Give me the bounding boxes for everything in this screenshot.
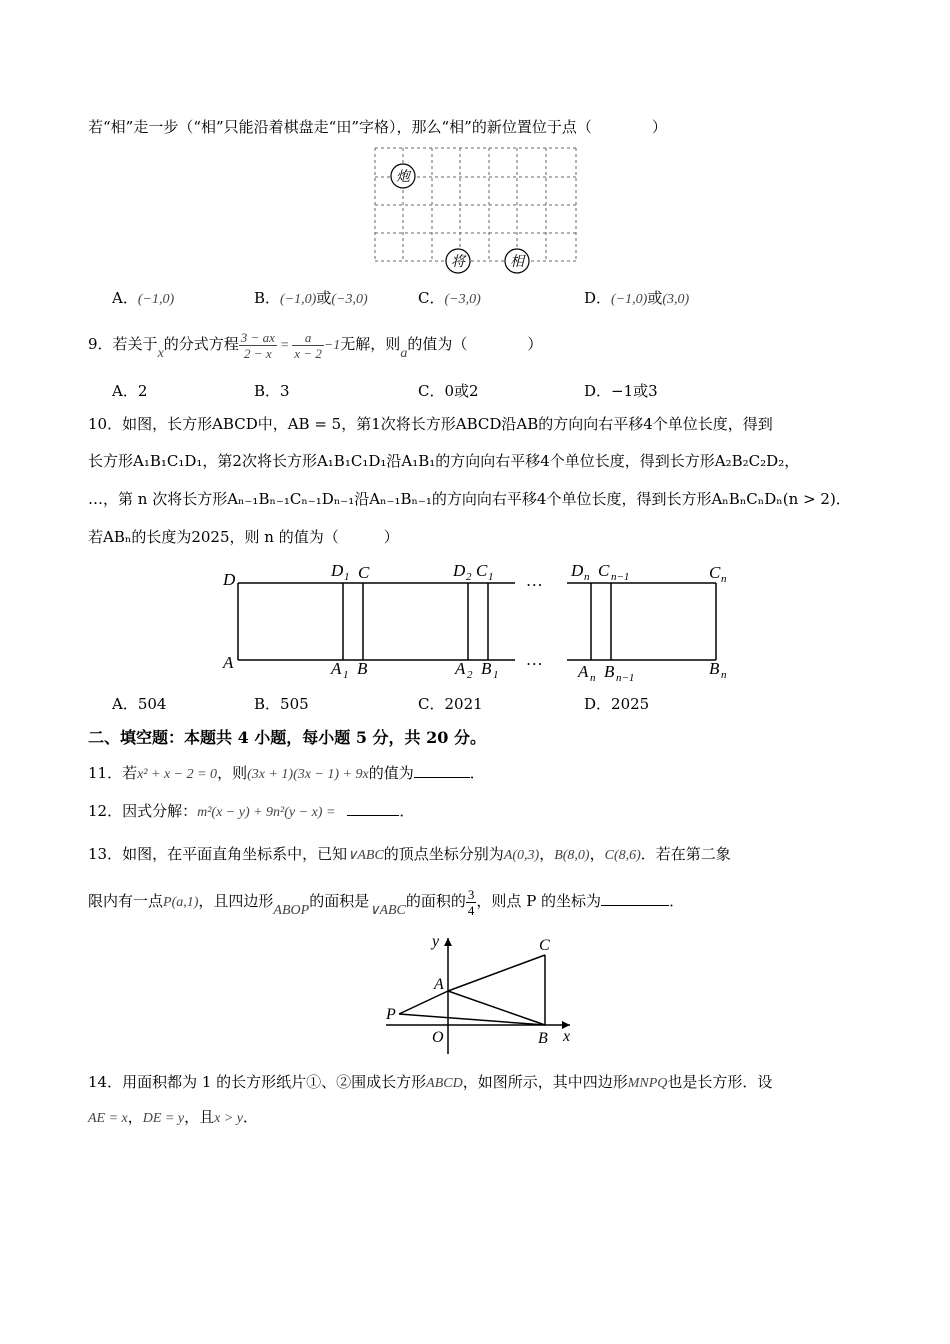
fig10-label-a1: A	[331, 659, 342, 678]
q10-line-1: 10．如图，长方形ABCD中，AB = 5，第1次将长方形ABCD沿AB的方向向右平移4个单位长度，得到	[88, 415, 773, 433]
q13-p2: 的顶点坐标分别为	[383, 845, 504, 863]
fig10-label-bn1: B	[604, 662, 615, 681]
fig13-label-c: C	[539, 937, 550, 954]
q11-m1: x² + x − 2 = 0	[137, 767, 218, 782]
q9-option-d-text: −1或3	[611, 382, 658, 400]
q11-p3: 的值为	[368, 764, 414, 782]
fig10-label-d1: D	[331, 561, 344, 580]
q12-p2: ．	[399, 802, 415, 820]
fig10-label-d2: D	[453, 561, 466, 580]
jiang-label: 将	[451, 255, 465, 270]
q8-chessboard	[360, 140, 590, 275]
q10-option-d-letter: D．	[584, 695, 612, 713]
q9-option-a-letter: A．	[112, 382, 138, 400]
q10-option-b-letter: B．	[254, 695, 281, 713]
section-2-title: 二、填空题：本题共 4 小题，每小题 5 分，共 20 分。	[88, 728, 486, 747]
q13-coordinate-figure	[378, 930, 578, 1060]
q9-fraction-1	[239, 330, 277, 361]
q11-m2: (3x + 1)(3x − 1) + 9x	[247, 767, 369, 782]
fig10-label-a: A	[223, 653, 234, 672]
q9-p2: 的分式方程	[163, 335, 239, 353]
q8-option-a-letter: A．	[112, 289, 138, 307]
segment-ab	[448, 991, 545, 1025]
q10-line-4: 若ABₙ的长度为2025，则 n 的值为（ ）	[88, 528, 399, 546]
q13-p6: 的面积是	[309, 892, 370, 910]
q9-var-x: x	[157, 346, 164, 361]
q8-option-b-text2: (−3,0)	[331, 292, 368, 307]
q14-p2: ，如图所示，其中四边形	[462, 1073, 628, 1091]
q8-option-b[interactable]	[254, 288, 368, 310]
fig10-sub-c1: 1	[488, 571, 494, 583]
fig10-dots-top: …	[527, 571, 543, 590]
q10-option-a-letter: A．	[112, 695, 138, 713]
q9-num: 9．	[88, 335, 113, 353]
q8-stem: 若“相”走一步（“相”只能沿着棋盘走“田”字格），那么“相”的新位置位于点（ ）	[88, 118, 667, 136]
q9-eq: =	[279, 338, 290, 353]
fig10-sub-cn1: n−1	[611, 571, 630, 583]
q9-minus1: −1	[323, 338, 341, 353]
pao-piece	[391, 164, 415, 188]
q11-answer-blank[interactable]	[414, 763, 470, 778]
q9-option-a-text: 2	[137, 382, 148, 400]
q14-p3: 也是长方形．设	[667, 1073, 773, 1091]
q13-m7: ∨ABC	[369, 903, 406, 918]
q9-stem	[88, 322, 542, 376]
q13-m1: ∨ABC	[347, 848, 384, 863]
q14-sep: ，	[127, 1108, 143, 1126]
q10-option-a[interactable]	[112, 694, 166, 714]
fig10-label-d: D	[223, 570, 236, 589]
q11-stem	[88, 763, 485, 785]
q10-line-2: 长方形A₁B₁C₁D₁，第2次将长方形A₁B₁C₁D₁沿A₁B₁的方向向右平移4个单位长度，得到长方形A₂B₂C₂D₂，	[88, 452, 800, 470]
segment-ap	[399, 991, 448, 1014]
q13-p8: ，则点 P 的坐标为	[476, 892, 602, 910]
q9-option-c[interactable]	[418, 381, 479, 401]
q9-f1-num: 3 − ax	[240, 329, 275, 345]
q9-p1: 若关于	[112, 335, 158, 353]
segment-pb	[399, 1014, 545, 1025]
pao-label: 炮	[396, 170, 410, 185]
q13-sep-1: ，	[539, 845, 555, 863]
q13-m2: A(0,3)	[503, 848, 540, 863]
q14-p1: 14．用面积都为 1 的长方形纸片①、②围成长方形	[88, 1073, 427, 1091]
fig10-label-a2: A	[455, 659, 466, 678]
fig10-dots-bottom: …	[527, 650, 543, 669]
q9-f1-den: 2 − x	[244, 345, 272, 361]
q13-m3: B(8,0)	[554, 848, 590, 863]
q13-p4: 限内有一点	[88, 892, 164, 910]
q9-p3: 无解，则	[340, 335, 401, 353]
q14-line-2	[88, 1107, 258, 1129]
q13-p3: ．若在第二象	[640, 845, 731, 863]
q10-option-b-text: 505	[280, 695, 309, 713]
q10-line-3: …，第 n 次将长方形Aₙ₋₁Bₙ₋₁Cₙ₋₁Dₙ₋₁沿Aₙ₋₁Bₙ₋₁的方向向右平移4个单位长度，得到长方形AₙBₙCₙDₙ(n > 2)．	[88, 490, 851, 508]
fig13-label-a: A	[434, 976, 444, 993]
q13-p5: ，且四边形	[198, 892, 274, 910]
q13-m6: ABOP	[273, 903, 310, 918]
q14-m3: AE = x	[88, 1111, 128, 1126]
q9-option-d[interactable]	[584, 381, 658, 401]
q8-option-a-text: (−1,0)	[137, 292, 175, 307]
q10-option-c-letter: C．	[418, 695, 445, 713]
q13-line-1	[88, 844, 731, 866]
fig13-label-b: B	[538, 1030, 548, 1047]
q9-option-b[interactable]	[254, 381, 290, 401]
q13-m4: C(8,6)	[604, 848, 641, 863]
q12-answer-blank[interactable]	[347, 801, 399, 816]
q8-option-a[interactable]	[112, 288, 174, 310]
fig10-sub-bn1: n−1	[616, 672, 635, 684]
q10-option-d[interactable]	[584, 694, 649, 714]
fig10-sub-d1: 1	[344, 571, 350, 583]
q9-f2-den: x − 2	[294, 345, 322, 361]
q11-p2: ，则	[217, 764, 248, 782]
q13-fraction	[466, 887, 477, 918]
q8-option-c-letter: C．	[418, 289, 445, 307]
q9-fraction-2	[292, 330, 324, 361]
q12-m1: m²(x − y) + 9n²(y − x) =	[197, 805, 336, 820]
q9-option-d-letter: D．	[584, 382, 612, 400]
q11-p1: 11．若	[88, 764, 138, 782]
q13-m5: P(a,1)	[163, 895, 199, 910]
q14-m4: DE = y	[142, 1111, 185, 1126]
q10-option-d-text: 2025	[611, 695, 650, 713]
q8-option-d-text: (−1,0)	[611, 292, 648, 307]
q12-stem	[88, 801, 414, 823]
q10-option-b[interactable]	[254, 694, 309, 714]
q8-option-d-letter: D．	[584, 289, 612, 307]
q11-p4: ．	[469, 764, 485, 782]
fig10-label-bn: B	[709, 659, 720, 678]
q9-option-a[interactable]	[112, 381, 147, 401]
q13-p7: 的面积的	[405, 892, 466, 910]
segment-ac	[448, 955, 545, 991]
q9-p4: 的值为（ ）	[407, 335, 543, 353]
q10-option-c-text: 2021	[444, 695, 483, 713]
fig10-sub-a1: 1	[343, 669, 349, 681]
q8-option-c-text: (−3,0)	[444, 292, 481, 307]
q9-option-b-letter: B．	[254, 382, 281, 400]
q14-p5: ．	[243, 1108, 259, 1126]
q9-option-c-letter: C．	[418, 382, 445, 400]
q9-f2-num: a	[292, 330, 324, 346]
q14-m2: MNPQ	[627, 1076, 668, 1091]
q13-p1: 13．如图，在平面直角坐标系中，已知	[88, 845, 348, 863]
q14-m1: ABCD	[426, 1076, 463, 1091]
q9-option-b-text: 3	[280, 382, 290, 400]
q13-answer-blank[interactable]	[601, 891, 669, 906]
fig10-label-c1: C	[476, 561, 488, 580]
fig10-label-cn: C	[709, 563, 721, 582]
fig10-label-c: C	[358, 563, 370, 582]
q14-m5: x > y	[214, 1111, 243, 1126]
q12-p1: 12．因式分解：	[88, 802, 198, 820]
fig13-label-p: P	[386, 1006, 396, 1023]
q9-var-a: a	[400, 346, 408, 361]
fig10-label-an: A	[578, 662, 589, 681]
fig10-label-b: B	[357, 659, 368, 678]
fig10-label-b1: B	[481, 659, 492, 678]
q8-option-b-text: (−1,0)	[280, 292, 317, 307]
fig10-sub-b1: 1	[493, 669, 499, 681]
fig13-label-y: y	[432, 933, 440, 950]
q8-option-d-or: 或	[647, 289, 663, 307]
fig10-sub-dn: n	[584, 571, 590, 583]
fig10-sub-cn: n	[721, 573, 727, 585]
q8-option-d-text2: (3,0)	[662, 292, 690, 307]
q13-sep-2: ，	[589, 845, 605, 863]
q14-line-1	[88, 1072, 772, 1094]
y-axis-arrow	[444, 938, 452, 946]
q13-p9: ．	[669, 892, 685, 910]
fig10-label-cn1: C	[598, 561, 610, 580]
fig10-sub-an: n	[590, 672, 596, 684]
fig13-label-o: O	[432, 1029, 444, 1046]
jiang-piece	[446, 249, 470, 273]
xiang-piece	[505, 249, 529, 273]
fig13-label-x: x	[563, 1028, 571, 1045]
xiang-label: 相	[510, 255, 524, 270]
q9-option-c-text: 0或2	[444, 382, 479, 400]
q8-option-d[interactable]	[584, 288, 689, 310]
q8-option-c[interactable]	[418, 288, 481, 310]
fig10-sub-bn: n	[721, 669, 727, 681]
fig10-sub-a2: 2	[467, 669, 473, 681]
q13-f-num: 3	[467, 886, 475, 902]
q10-option-a-text: 504	[137, 695, 167, 713]
q10-option-c[interactable]	[418, 694, 483, 714]
q8-option-b-letter: B．	[254, 289, 281, 307]
fig10-label-dn: D	[571, 561, 584, 580]
fig10-sub-d2: 2	[466, 571, 472, 583]
q14-p4: ，且	[184, 1108, 215, 1126]
q8-option-b-or: 或	[316, 289, 332, 307]
q13-f-den: 4	[467, 902, 475, 918]
q10-figure	[215, 556, 735, 688]
q13-line-2	[88, 881, 684, 931]
